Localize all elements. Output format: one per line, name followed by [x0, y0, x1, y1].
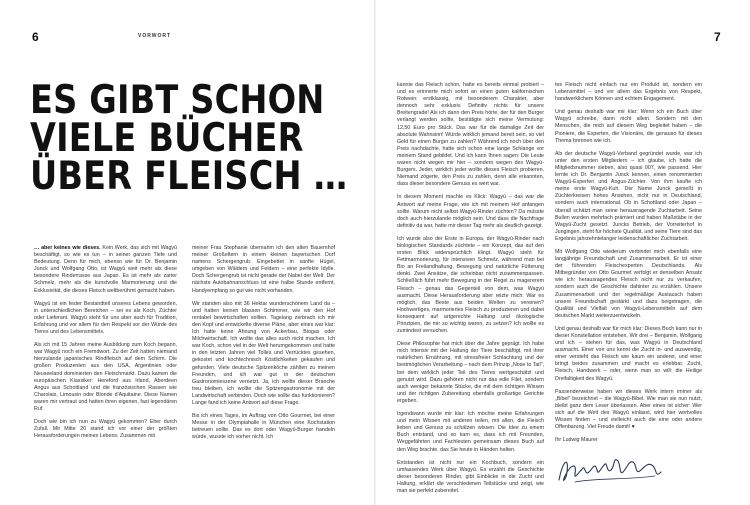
paragraph: Als ich mit 15 Jahren meine Ausbildung zum Koch begann, war Wagyū noch ein Fremdwort. Zu der Zeit hatten niemand hierzulande japanisches Rindfleisch auf dem Schirm. Die großen Produzenten aus den USA, Argentinien oder Neuseeland dominierten den Fleischmarkt. Dazu kamen die europäischen Klassiker: Hereford aus Irland, Aberdeen Angus aus Schottland und die französischen Rassen wie Charolais, Limousin oder Blonde d'Aquitaine. Diese Namen waren mir vertraut und hatten ihren eigenen, fast legendären Ruf. [34, 342, 177, 412]
paragraph: Bis ich eines Tages, im Auftrag von Otto Gourmet, bei einer Messe in der Olympiahalle in München eine Kochstation betreuen sollte. Das es dort oder Wagyū-Burger handeln würde, wusste ich vorher nicht. Ich [192, 413, 335, 441]
signer-name: Ihr Ludwig Maurer [555, 437, 598, 444]
paragraph: Wir standen also mit 36 Hektar wunderschönem Land da – und hatten keinen blassen Schimmer, wie wir den Hof rentabel bewirtschaften sollten. Tagelang zerbrach ich mir den Kopf und entwickelte diverse Pläne, aber eines war klar: Ich hatte keine Ahnung von Ackerbau, Biogas oder Milchwirtschaft. Ich wollte das alles auch nicht machen. Ich war Koch, schon viel in der Welt herumgekommen und hatte in den letzten Jahren viel Tolles und Verrücktes gesehen, gekostet und kochtechnisch Köstlichkeiten gekaufen und gefunden. Viele deutsche Spitzenköche zählten zu meinen Freunden, und ich war gut in der deutschen Gastronomieszene vernetzt. Ja, ich wollte dieser Branche treu bleiben, ich wollte die Spitzengastronomie mit der Landwirtschaft verbinden. Doch wie sollte das funktionieren? Lange fand ich keine Antwort auf diese Frage. [192, 300, 335, 406]
paragraph: Mit Wolfgang Otto wiederum verbindet mich ebenfalls eine langjährige Freundschaft und Zusammenarbeit. Er ist einer der führenden Fleischexperten Deutschlands. Als Mitbegründer von Otto Gourmet verfolgt er denselben Ansatz wie ich: herausragendes Fleisch nicht nur zu verkaufen, sondern auch die Geschichte dahinter zu erzählen. Unsere Zusammenarbeit und der regelmäßige Austausch haben unsere Freundschaft gestärkt und dazu beigetragen, die Qualität und Vielfalt von Wagyū-Lebensmitteln auf dem deutschen Markt weiterzuentwickeln. [555, 248, 702, 319]
paragraph: Wagyū ist ein fester Bestandteil unseres Lebens geworden, in unterschiedlichen Bereichen – sei es als Koch, Züchter oder Lieferant. Wagyū steht für uns aber auch für Tradition, Erfahrung und vor allem für den Respekt vor der Würde des Tieres und des Lebensmittels. [34, 300, 177, 336]
text-column-d [555, 82, 702, 497]
text-column-a [34, 245, 177, 493]
paragraph: Entstanden ist nicht nur ein Kochbuch, sondern ein umfassendes Werk über Wagyū. Es erzählt die Geschichte dieser besonderen Rinder, gibt Einblicke in die Zucht und Haltung, erklärt die verschiedenen Teilstücke und zeigt, wie man sie perfekt zubereitet. [397, 459, 544, 494]
paragraph: Passenderweise haben wir dieses Werk intern immer als „Bibel" bezeichnet – die Wagyū-Bibel. Wie man sie nun nutzt, bleibt ganz dem Leser überlassen. Aber eines ist sicher: Wer sich auf die Welt des Wagyū einlässt, wird hier wertvolles Wissen finden – und vielleicht auch die eine oder andere Offenbarung. Viel Freude damit! ♥ [555, 388, 702, 431]
headline-line-2: VIELE BÜCHER [30, 116, 304, 161]
paragraph: tes Fleisch nicht einfach nur ein Produkt ist, sondern ein Lebensmittel – und vor allem das Ergebnis von Respekt, handwerklichem Können und echtem Engagement. [555, 82, 702, 103]
headline-line-1: ES GIBT SCHON [30, 78, 325, 123]
paragraph: Diese Philosophie hat mich über die Jahre geprägt. Ich habe mich intensiv mit der Haltung der Tiere beschäftigt, mit ihrer natürlichen Ernährung, mit stressfreier Schlachtung und der bestmöglichen Verarbeitung – nach dem Prinzip „Nose to Tail", bei dem wirklich jeder Teil des Tieres wertgeschätzt und genutzt wird. Dazu gehören nicht nur das edle Filet, sondern auch weniger bekannte Stücke, die mit dem richtigen Wissen und der richtigen Zubereitung ebenfalls großartige Gerichte ergeben. [397, 341, 544, 404]
headline-line-3: ÜBER FLEISCH … [30, 154, 348, 199]
lead-in: … aber keines wie dieses. [34, 245, 101, 251]
paragraph: meiner Frau Stephanie übernahm ich den alten Bauernhof meiner Großeltern in einem kleinen bayerischen Dorf namens Schergengrub. Eingebettet in sanfte Hügel, umgeben von Wäldern und Feldern – eine perfekte Idylle. Doch Schergengrub ist nicht gerade der Nabel der Welt. Der nächste Autobahnanschluss ist eine halbe Stunde entfernt, Handyempfang so gut wie nicht vorhanden. [192, 245, 335, 294]
right-page-number: 7 [714, 30, 721, 44]
paragraph: In diesem Moment machte es Klick: Wagyū – das war die Antwort auf meine Frage, wie ich mit meinem Hof anfangen sollte. Warum nicht selbst Wagyū-Rinder züchten? Da müsste doch auch hierzulande möglich sein. Und dass die Nachfrage definitiv da war, hatte mir dieser Tag mehr als deutlich gezeigt. [397, 194, 544, 229]
paragraph-text: Kein Werk, das sich mit Wagyū beschäftigt, so wie es tun – in seiner ganzen Tiefe und Bedeutung. Denn für mich, ebenso wie für Dr. Benjamin Junck und Wolfgang Otto, ist Wagyū weit mehr als diese besondere Rinderrasse aus Japan. Es ist mehr als zarter Schmelz, mehr als die kunstvolle Marmorierung und die Exklusivität, die dieses Fleisch weltberühmt gemacht haben. [34, 245, 177, 294]
handwritten-signature [555, 450, 665, 490]
paragraph: Und genau deshalb war mir klar: Wenn ich ein Buch über Wagyū schreibe, dann nicht allein. Sondern mit den Menschen, die mich auf diesem Weg begleitet haben – die Pioniere, die Experten, die Visionäre, die genauso für dieses Thema brennen wie ich. [555, 109, 702, 144]
paragraph: Doch wie bin ich nun zu Wagyū gekommen? Eher durch Zufall. Mit Mitte 20 stand ich vor einer der größten Herausforderungen meines Lebens: Zusammen mit [34, 419, 177, 440]
paragraph: Als der deutsche Wagyū-Verband gegründet wurde, war ich unter den ersten Mitgliedern – ich glaube, ich hatte die Mitgliedsnummer sieben, also quasi 007, wie passend. Hier lernte ich Dr. Benjamin Junck kennen, einen renommierten Wagyū-Experten und Angus-Züchter. Von ihm kaufte ich meine erste Wagyū-Kuh. Der Name Junck genießt in Züchterkreisen hohes Ansehen, nicht nur in Deutschland, sondern auch international. Ob in Schottland oder Japan – überall schätzt man seine herausragende Zuchtarbeit. Seine Bullen wurden mehrfach prämiert und haben Maßstäbe in der Wagyū-Zucht gesetzt. Juncks Betrieb, der Vorreiterhof in Jungingen, steht für höchste Qualität, und seine Tiere sind das Ergebnis jahrzehntelanger leidenschaftlicher Zuchtarbeit. [555, 150, 702, 242]
paragraph [34, 245, 177, 295]
signature-block [555, 437, 702, 493]
running-head: VORWORT [138, 33, 172, 39]
paragraph: Und genau deshalb war für mich klar: Dieses Buch kann nur in dieser Konstellation entstehen. Wir drei – Benjamin, Wolfgang und ich – stehen für das, was Wagyū in Deutschland ausmacht. Einer von uns kennt die Zucht in- und auswendig, einer versteht das Fleisch wie kaum ein anderer, und einer bringt beides zusammen und macht es erlebbar. Zucht, Fleisch, Handwerk – oder, wenn man so will: die Heilige Dreifaltigkeit des Wagyū. [555, 325, 702, 382]
left-page-number: 6 [32, 30, 39, 44]
text-column-b [192, 245, 335, 493]
right-page [375, 0, 750, 505]
paragraph: kannte das Fleisch schon, hatte es bereits einmal probiert – und es erinnerte mich sofort an einen guten kalifornischen Rotwein: erstklassig, mit besonderem Charakter, aber dennoch sehr exklusiv. Definitiv nichts für unsere Breitengrade! Als ich dann den Preis hörte, der für den Burger verlangt werden sollte, bestätigte sich meine Vermutung: 12,50 Euro pro Stück. Das war für die damalige Zeit der absolute Wahnsinn! Würde wirklich jemand bereit sein, so viel Geld für einen Burger zu zahlen? Während ich noch über den Preis nachdachte, hatte sich schon eine lange Schlange vor meinem Stand gebildet. Und ich kann Ihnen sagen: Die Leute waren nicht wegen mir hier – sondern wegen des Wagyū-Burgers. Jeder, wirklich jeder wollte dieses Fleisch probieren. Niemand zögerte, den Preis zu zahlen, denn alle erkannten, dass dieser besondere Genuss es wert war. [397, 82, 544, 188]
text-column-c [397, 82, 544, 497]
paragraph: Irgendwann wurde mir klar: Ich möchte meine Erfahrungen und mein Wissen mit anderen teilen, mit allen, die Fleisch lieben und Genuss zu schätzen wissen. Die Idee zu einem Buch entstand, und so kam es, dass ich mit Freunden, Weggefährten und Fachleuten gemeinsam dieses Buch auf den Weg brachte, das Sie heute in Händen halten. [397, 411, 544, 453]
page-title [30, 78, 348, 199]
paragraph: Ich wurde also der Erste in Europa, der Wagyū-Rinder nach biologischen Standards züchtete – ein Konzept, das auf den ersten Blick widersprüchlich klingt. Wagyū steht für Fettmarmorierung, für intensiven Schmelz, während man bei Bio an Freilandhaltung, Bewegung und natürliche Fütterung denkt. Zwei Ansätze, die scheinbar nicht zusammenpassen. Schließlich führt mehr Bewegung in der Regel zu magererem Fleisch – genau das Gegenteil von dem, was Wagyū ausmacht. Diese Herausforderung aber reizte mich: War es möglich, das Beste aus beiden Welten zu vereinen? Hochwertiges, marmoriertes Fleisch zu produzieren und dabei konsequent auf artgerechte Haltung und ökologische Prinzipien, die mir so wichtig waren, zu setzen? Ich wollte es zumindest versuchen. [397, 235, 544, 335]
